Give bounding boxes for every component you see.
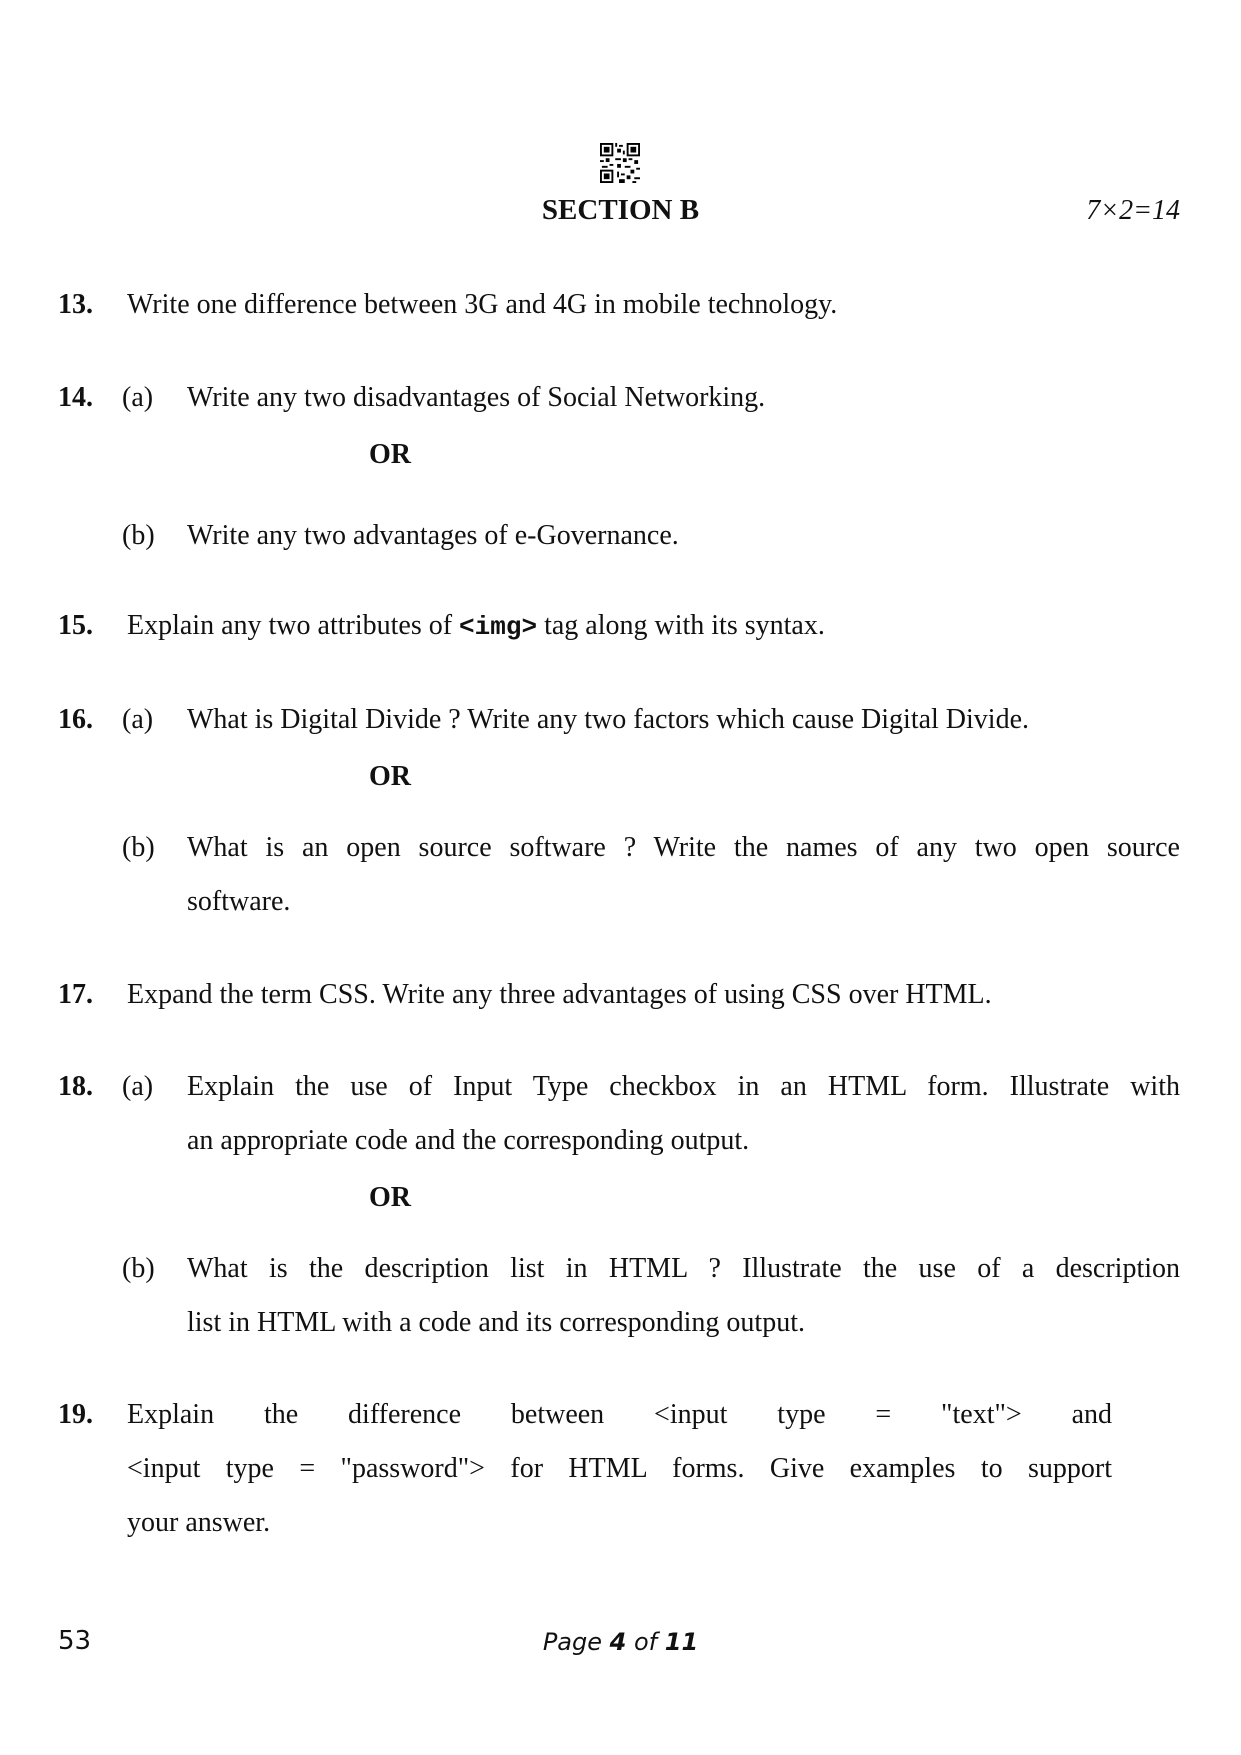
question-18b-line2: list in HTML with a code and its corresponding output. (187, 1307, 805, 1338)
question-number-18: 18. (58, 1071, 93, 1102)
question-16a-text: What is Digital Divide ? Write any two factors which cause Digital Divide. (187, 704, 1030, 735)
question-18b-line1: What is the description list in HTML ? Illustrate the use of a description (187, 1253, 1180, 1284)
page-indicator (0, 1628, 1241, 1656)
section-marks: 7×2=14 (1086, 195, 1180, 226)
question-18-or: OR (369, 1182, 411, 1213)
question-14-or: OR (369, 439, 411, 470)
question-18a-line1: Explain the use of Input Type checkbox in an HTML form. Illustrate with (187, 1071, 1180, 1102)
question-13-text: Write one difference between 3G and 4G in mobile technology. (127, 289, 838, 320)
page-current: 4 (609, 1628, 627, 1656)
question-14a-label: (a) (122, 382, 154, 413)
question-number-14: 14. (58, 382, 93, 413)
section-title: SECTION B (541, 194, 700, 226)
question-15-text (127, 610, 825, 642)
question-number-19: 19. (58, 1399, 93, 1430)
question-18a-label: (a) (122, 1071, 154, 1102)
qr-code-icon (600, 143, 640, 183)
page-word: Page (542, 1628, 602, 1656)
question-19-line2: <input type = "password"> for HTML forms. Give examples to support (127, 1453, 1112, 1484)
question-15-text-before: Explain any two attributes of (127, 610, 453, 641)
question-16b-label: (b) (122, 832, 155, 863)
question-19-line1: Explain the difference between <input type = "text"> and (127, 1399, 1112, 1430)
question-number-17: 17. (58, 979, 93, 1010)
paper-code: 53 (58, 1626, 92, 1656)
question-number-16: 16. (58, 704, 93, 735)
question-18b-label: (b) (122, 1253, 155, 1284)
page-of: of (633, 1628, 658, 1656)
page-total: 11 (664, 1628, 699, 1656)
question-16a-label: (a) (122, 704, 154, 735)
question-16-or: OR (369, 761, 411, 792)
img-tag-code: <img> (459, 612, 538, 642)
question-17-text: Expand the term CSS. Write any three advantages of using CSS over HTML. (127, 979, 992, 1010)
question-15-text-after: tag along with its syntax. (544, 610, 825, 641)
question-18a-line2: an appropriate code and the corresponding output. (187, 1125, 750, 1156)
question-16b-line2: software. (187, 886, 291, 917)
question-14a-text: Write any two disadvantages of Social Networking. (187, 382, 766, 413)
question-14b-text: Write any two advantages of e-Governance. (187, 520, 679, 551)
question-number-15: 15. (58, 610, 93, 641)
question-14b-label: (b) (122, 520, 155, 551)
question-16b-line1: What is an open source software ? Write the names of any two open source (187, 832, 1180, 863)
question-number-13: 13. (58, 289, 93, 320)
question-19-line3: your answer. (127, 1507, 271, 1538)
